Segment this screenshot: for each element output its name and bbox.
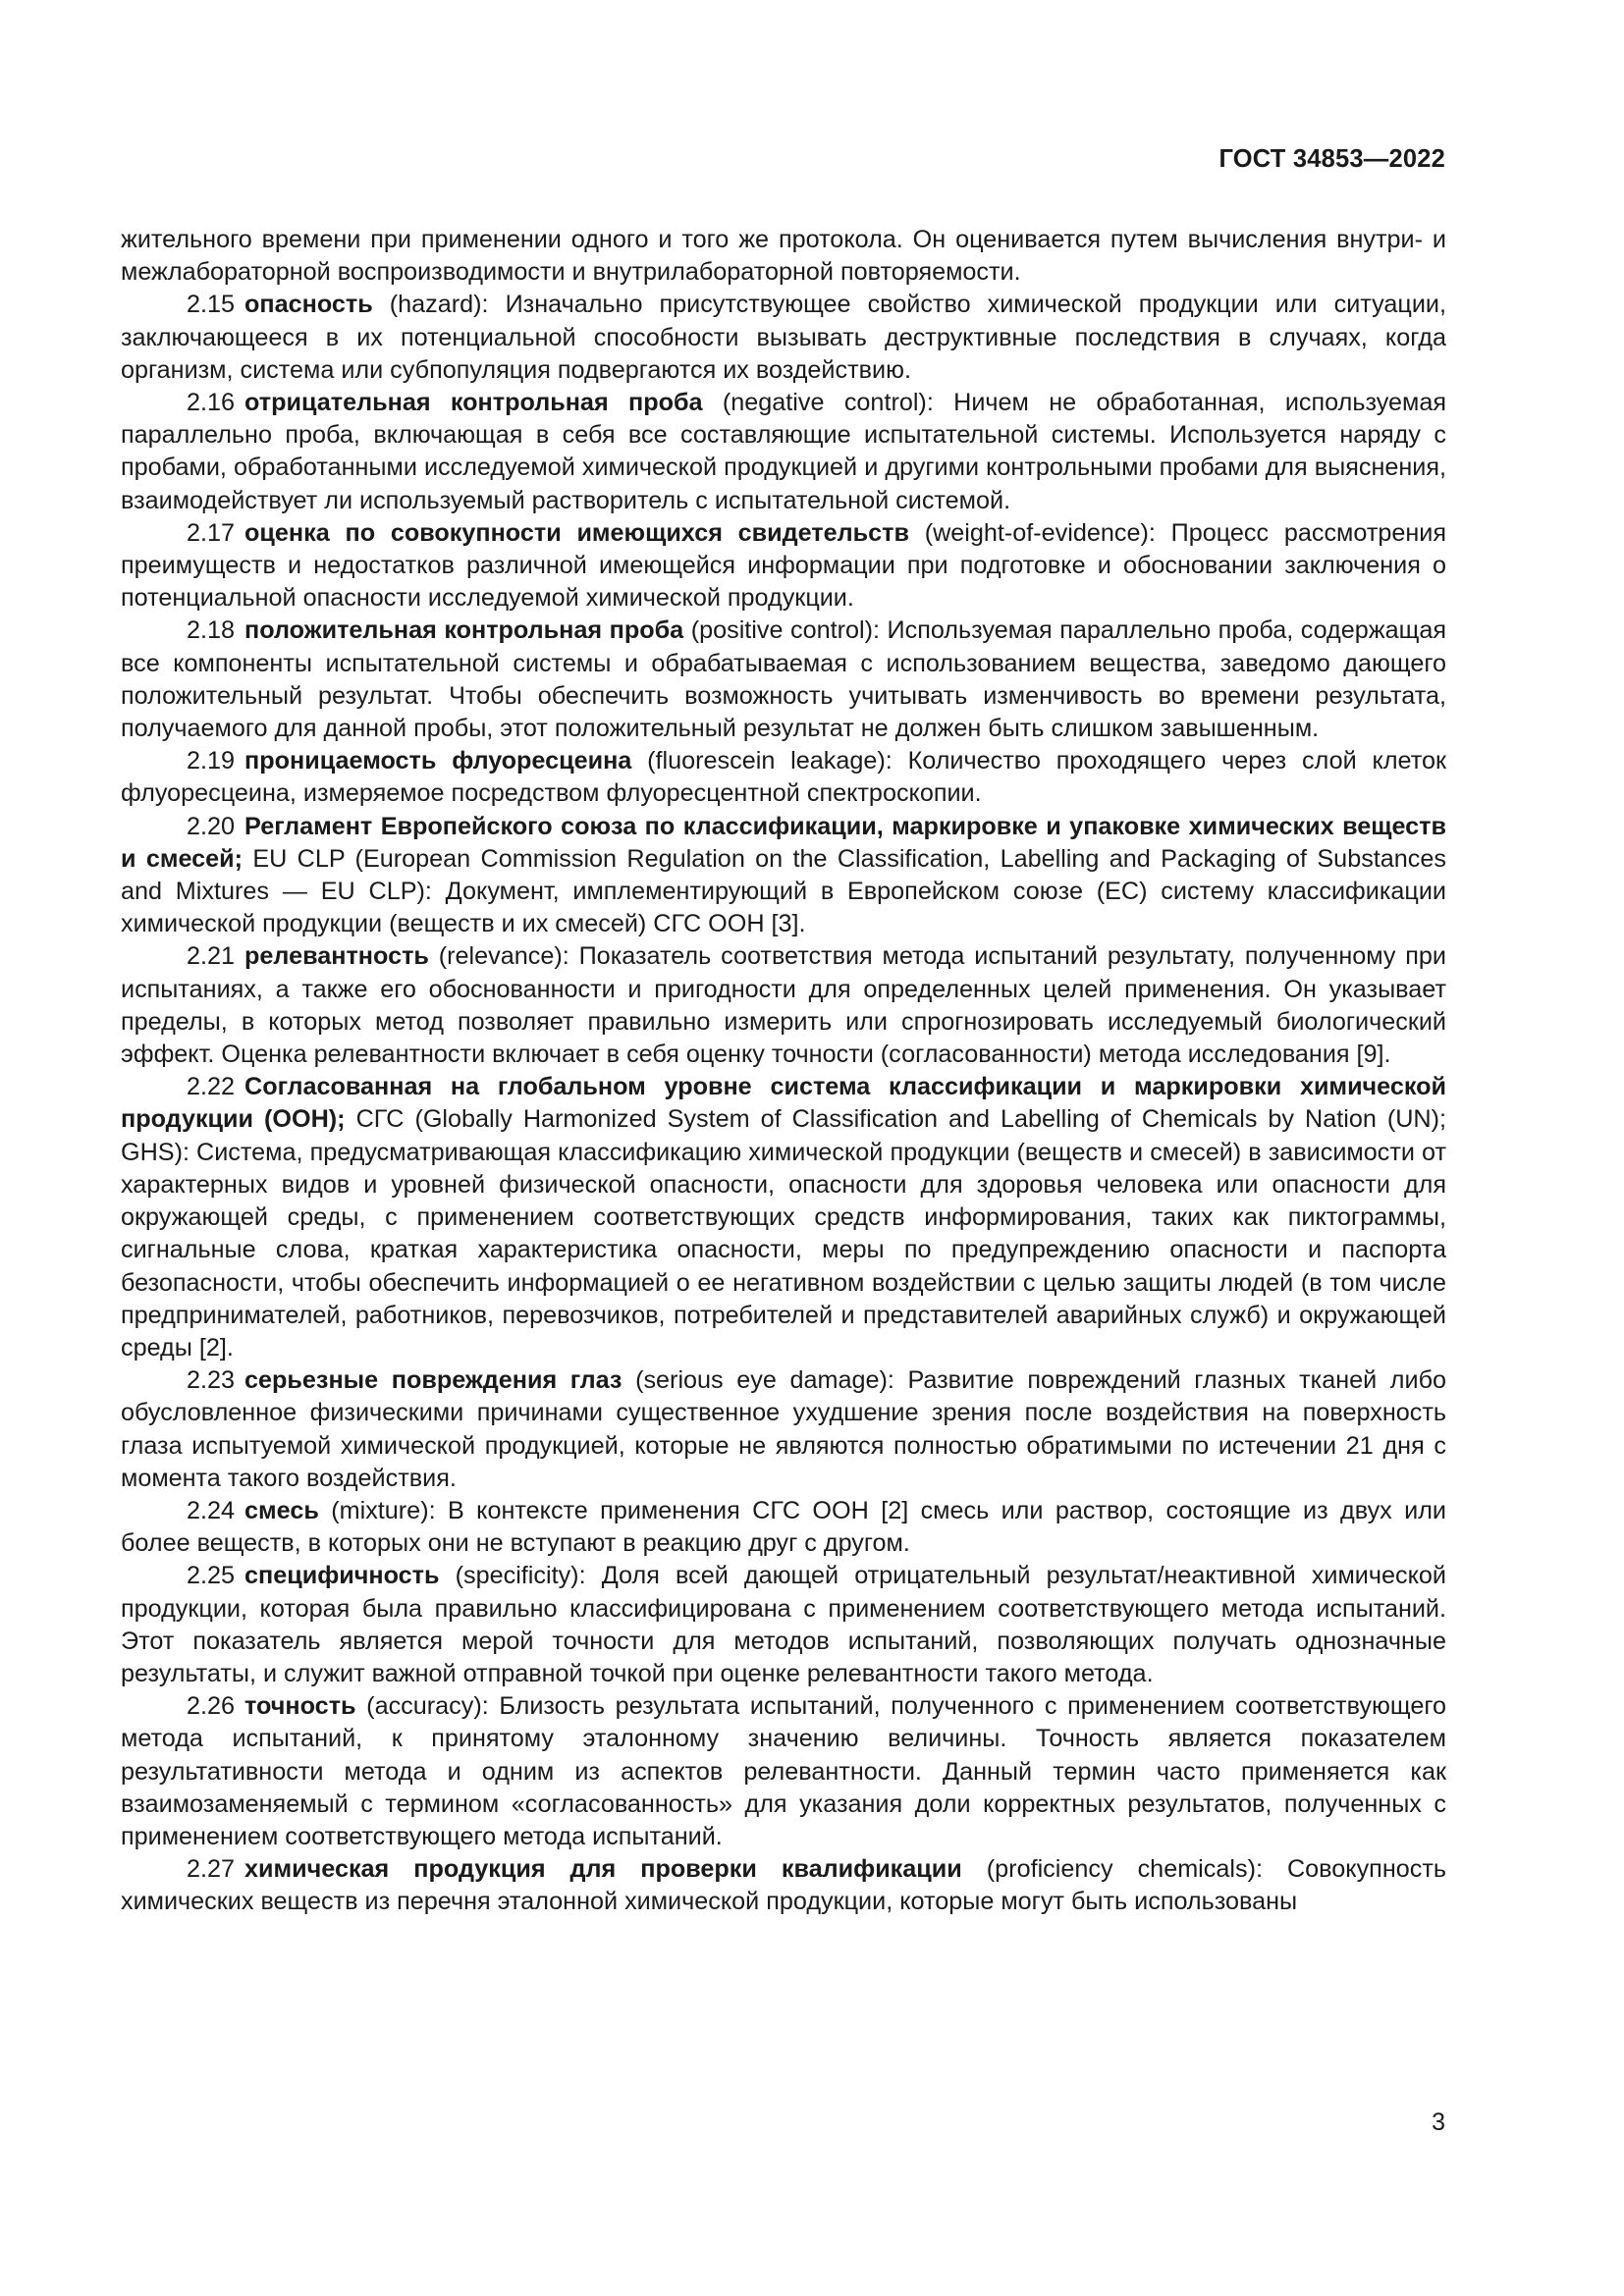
definition-term: проницаемость флуоресцеина (244, 747, 632, 775)
definition-number: 2.26 (187, 1692, 236, 1721)
definition-text: СГС (Globally Harmonized System of Classification and Labelling of Chemicals by Nation (UN); GHS): Система, предусматривающая классификацию химической продукции (веществ и смесей) в зависимости от характерных видов и уровней физической опасности, опасности для здоровья человека или опасности для окружающей среды, с применением соответствующих средств информирования, таких как пиктограммы, сигнальные слова, краткая характеристика опасности, меры по предупреждению опасности и паспорта безопасности, чтобы обеспечить информацией о ее негативном воздействии с целью защиты людей (в том числе предпринимателей, работников, перевозчиков, потребителей и представителей аварийных служб) и окружающей среды [2]. (121, 1105, 1446, 1362)
definition-text: EU CLP (European Commission Regulation on the Classification, Labelling and Packaging of Substances and Mixtures — EU CLP): Документ, имплементирующий в Европейском союзе (ЕС) систему классификации химической продукции (веществ и их смесей) СГС ООН [3]. (121, 844, 1447, 938)
definition-text: (negative control): Ничем не обработанная, используемая параллельно проба, включающая в себя все составляющие испытательной системы. Используется наряду с пробами, обработанными исследуемой химической продукцией и другими контрольными пробами для выяснения, взаимодействует ли используемый растворитель с испытательной системой. (121, 389, 1446, 514)
definition-number: 2.20 (187, 812, 236, 840)
definition-number: 2.27 (187, 1855, 236, 1884)
definition-number: 2.21 (187, 942, 236, 971)
definition-number: 2.24 (187, 1496, 236, 1524)
definition-text: (serious eye damage): Развитие повреждений глазных тканей либо обусловленное физическими причинами существенное ухудшение зрения после воздействия на поверхность глаза испытуемой химической продукцией, которые не являются полностью обратимыми по истечении 21 дня с момента такого воздействия. (121, 1366, 1447, 1492)
definition-term: оценка по совокупности имеющихся свидетельств (244, 518, 909, 547)
definition-2-18 (121, 614, 1446, 745)
definition-2-16 (121, 387, 1446, 517)
definition-number: 2.18 (187, 616, 236, 645)
definition-2-23 (121, 1364, 1446, 1495)
definition-term: Согласованная на глобальном уровне система классификации и маркировки химической продукции (ООН); (121, 1073, 1446, 1134)
definition-term: химическая продукция для проверки квалификации (244, 1855, 962, 1884)
definition-term: серьезные повреждения глаз (244, 1366, 623, 1395)
definition-number: 2.23 (187, 1366, 236, 1395)
definition-term: Регламент Европейского союза по классификации, маркировке и упаковке химических веществ и смесей; (121, 812, 1446, 873)
definition-2-20 (121, 811, 1446, 941)
definition-text: (accuracy): Близость результата испытаний, полученного с применением соответствующего метода испытаний, к принятому эталонному значению величины. Точность является показателем результативности метода и одним из аспектов релевантности. Данный термин часто применяется как взаимозаменяемый с термином «согласованность» для указания доли корректных результатов, полученных с применением соответствующего метода испытаний. (121, 1692, 1446, 1850)
definition-2-26 (121, 1690, 1446, 1853)
definition-2-17 (121, 517, 1446, 615)
definition-2-24 (121, 1495, 1446, 1560)
definition-text: (specificity): Доля всей дающей отрицательный результат/неактивной химической продукции, которая была правильно классифицирована с применением соответствующего метода испытаний. Этот показатель является мерой точности для методов испытаний, позволяющих получать однозначные результаты, и служит важной отправной точкой при оценке релевантности такого метода. (121, 1562, 1446, 1687)
definition-text: (mixture): В контексте применения СГС ООН [2] смесь или раствор, состоящие из двух или более веществ, в которых они не вступают в реакцию друг с другом. (121, 1496, 1446, 1558)
definition-text: (positive control): Используемая параллельно проба, содержащая все компоненты испытательной системы и обрабатываемая с использованием вещества, заведомо дающего положительный результат. Чтобы обеспечить возможность учитывать изменчивость во времени результата, получаемого для данной пробы, этот положительный результат не должен быть слишком завышенным. (121, 616, 1446, 743)
definition-2-27 (121, 1853, 1446, 1918)
definition-2-19 (121, 745, 1446, 810)
definition-number: 2.15 (187, 291, 236, 319)
definition-term: специфичность (244, 1562, 440, 1590)
definition-term: точность (244, 1692, 356, 1721)
definition-text: (proficiency chemicals): Совокупность химических веществ из перечня эталонной химической продукции, которые могут быть использованы (121, 1855, 1446, 1916)
definition-text: (relevance): Показатель соответствия метода испытаний результату, полученному при испытаниях, а также его обоснованности и пригодности для определенных целей применения. Он указывает пределы, в которых метод позволяет правильно измерить или спрогнозировать исследуемый биологический эффект. Оценка релевантности включает в себя оценку точности (согласованности) метода исследования [9]. (121, 942, 1446, 1069)
definition-number: 2.19 (187, 747, 236, 775)
definition-text: (hazard): Изначально присутствующее свойство химической продукции или ситуации, заключающееся в их потенциальной способности вызывать деструктивные последствия в случаях, когда организм, система или субпопуляция подвергаются их воздействию. (121, 291, 1446, 384)
definition-2-22 (121, 1071, 1446, 1364)
definition-number: 2.25 (187, 1562, 236, 1590)
page-number: 3 (1432, 2109, 1445, 2136)
definition-2-15 (121, 289, 1446, 387)
definition-text: (weight-of-evidence): Процесс рассмотрения преимуществ и недостатков различной имеющейся информации при подготовке и обосновании заключения о потенциальной опасности исследуемой химической продукции. (121, 518, 1446, 613)
definition-text: (fluorescein leakage): Количество проходящего через слой клеток флуоресцеина, измеряемое посредством флуоресцентной спектроскопии. (121, 747, 1446, 808)
continuation-paragraph: жительного времени при применении одного и того же протокола. Он оценивается путем вычисления внутри- и межлабораторной воспроизводимости и внутрилабораторной повторяемости. (121, 226, 1446, 287)
document-standard-code: ГОСТ 34853—2022 (1218, 145, 1445, 173)
definition-2-21 (121, 940, 1446, 1071)
document-body (121, 224, 1446, 1919)
definition-term: опасность (244, 291, 373, 319)
definition-number: 2.16 (187, 389, 236, 417)
definition-number: 2.17 (187, 518, 236, 547)
definition-term: положительная контрольная проба (244, 616, 684, 645)
definition-2-25 (121, 1560, 1446, 1690)
definition-number: 2.22 (187, 1073, 236, 1101)
definition-term: релевантность (244, 942, 429, 971)
definition-term: отрицательная контрольная проба (244, 389, 703, 417)
definition-term: смесь (244, 1496, 319, 1524)
